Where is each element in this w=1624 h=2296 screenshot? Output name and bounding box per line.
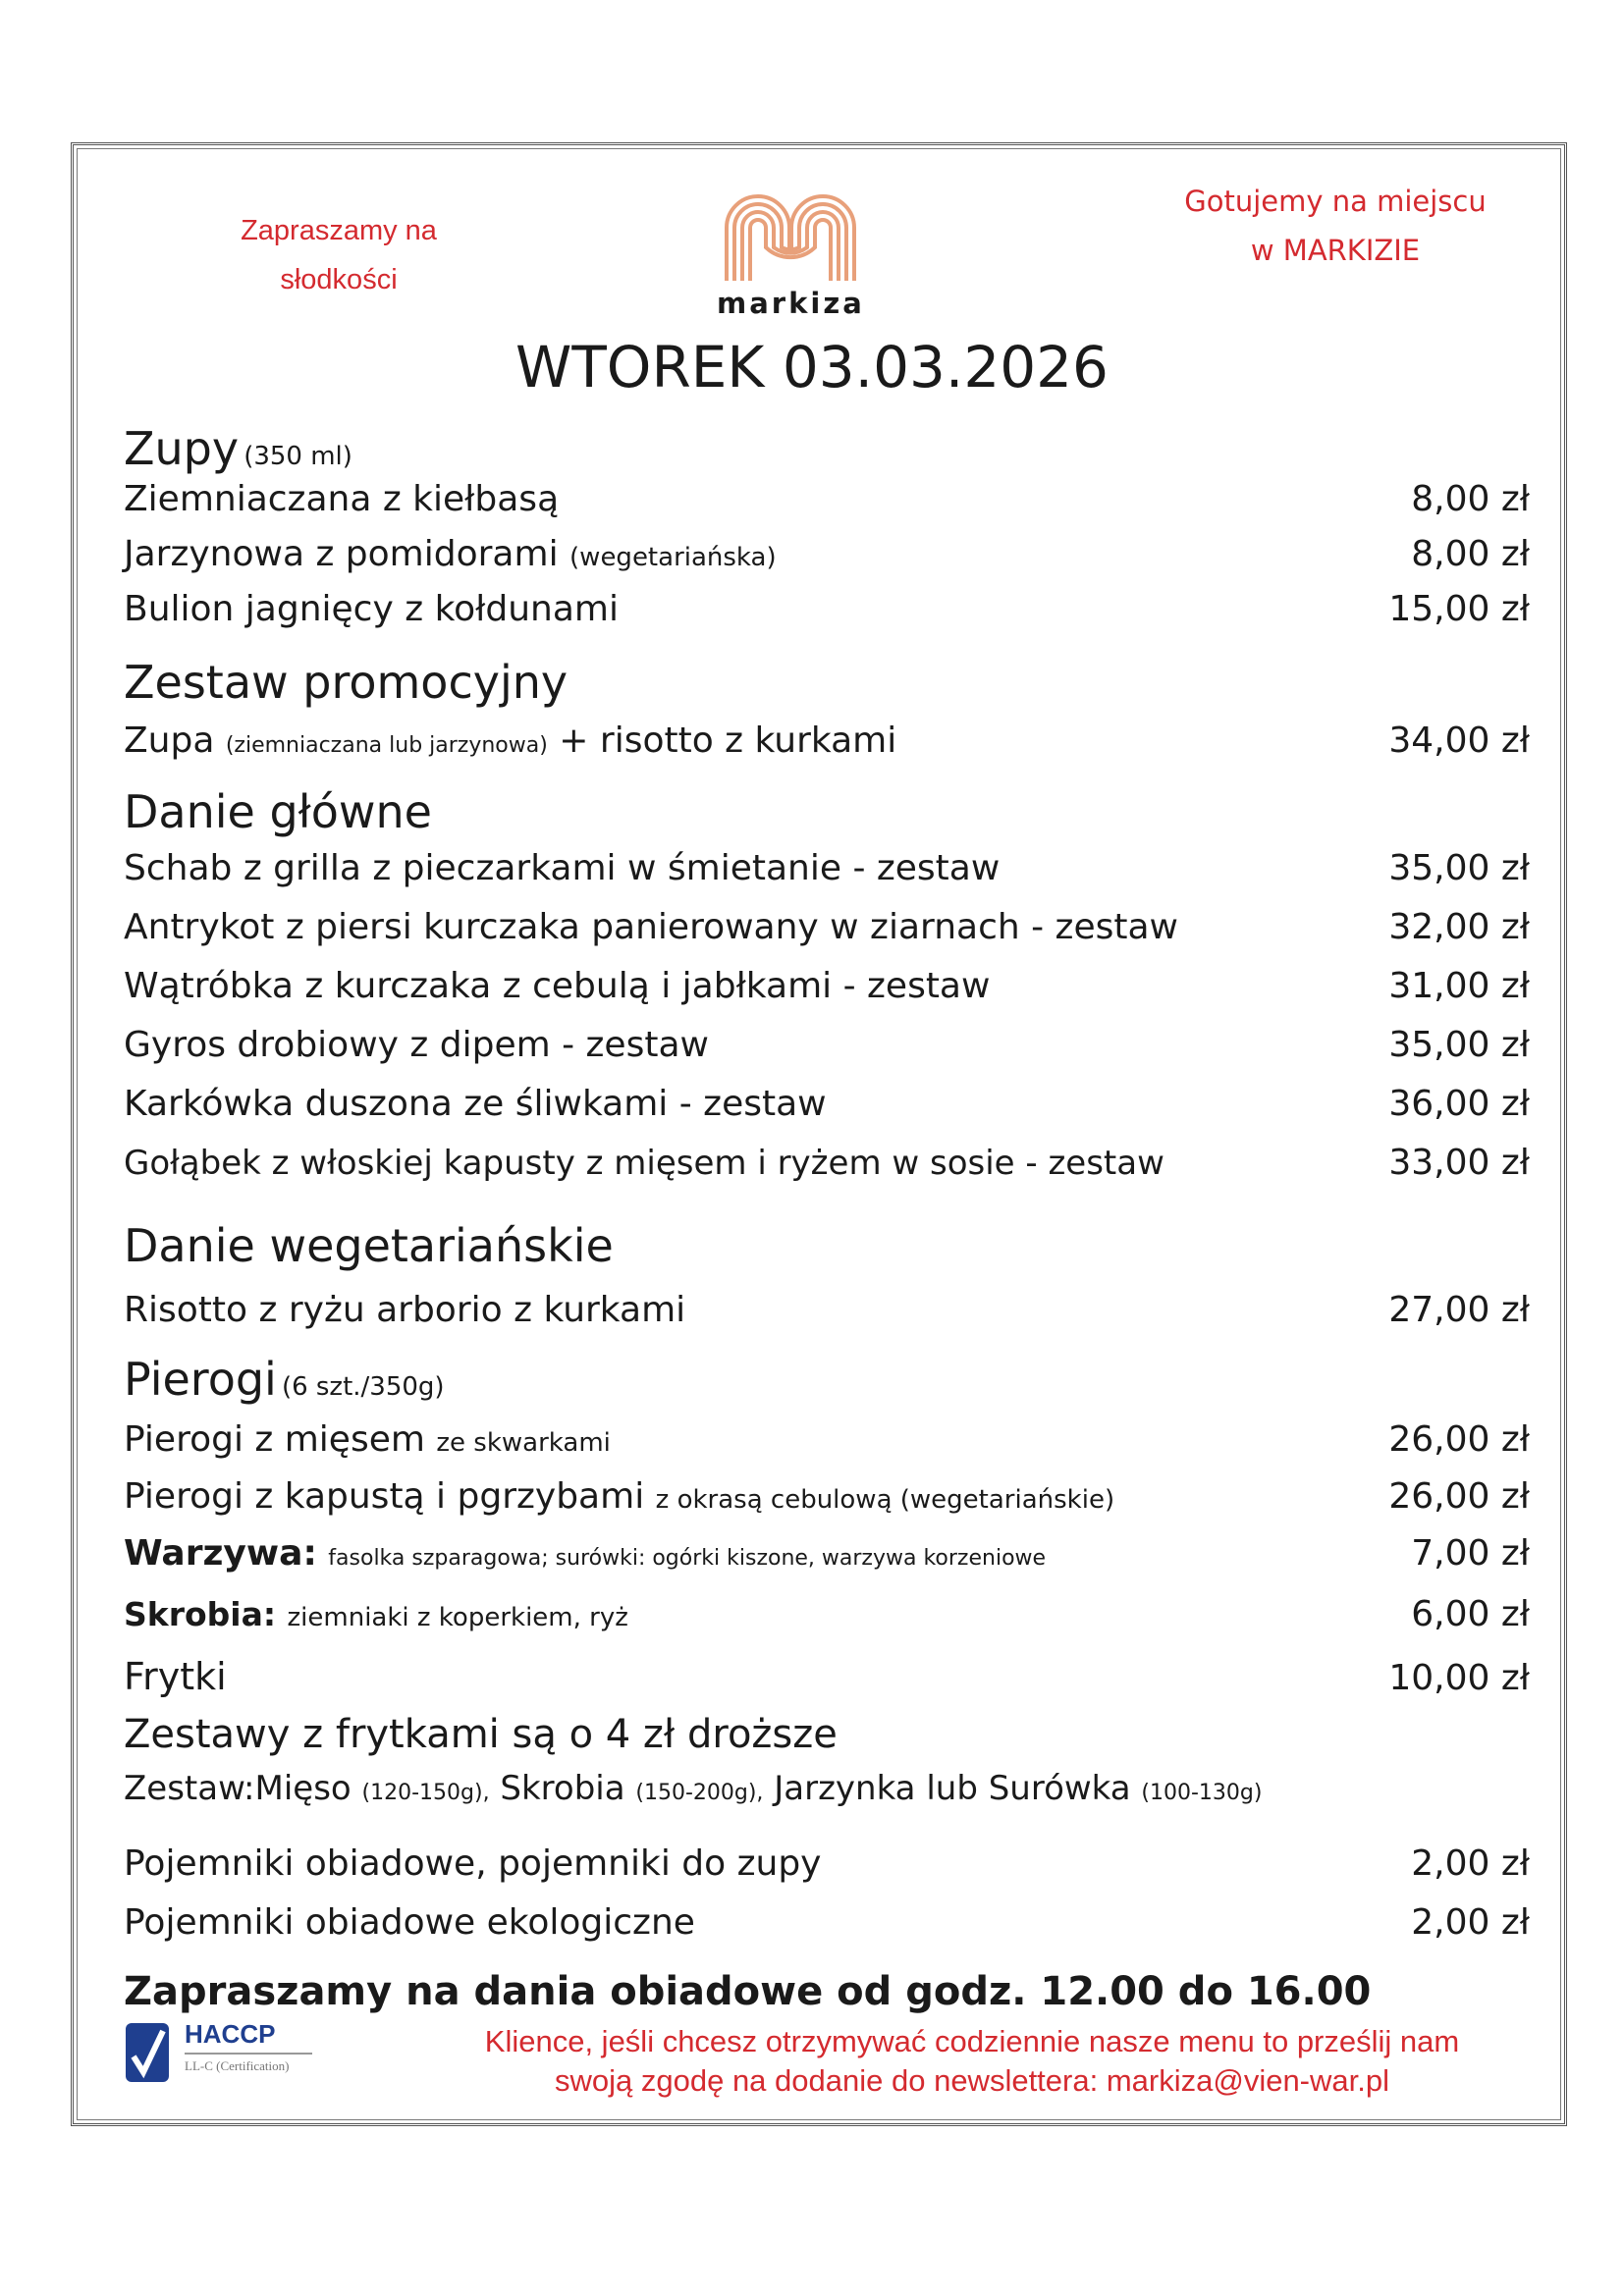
section-extras: [124, 1533, 1530, 1836]
item-name: Pojemniki obiadowe, pojemniki do zupy: [124, 1843, 822, 1884]
item-price: 32,00 zł: [1388, 907, 1530, 947]
item-note: ziemniaki z koperkiem, ryż: [287, 1603, 628, 1632]
item-name: Jarzynowa z pomidorami: [124, 534, 559, 574]
item-name: Bulion jagnięcy z kołdunami: [124, 589, 619, 629]
menu-item: [124, 966, 1530, 1025]
item-label: Warzywa:: [124, 1533, 317, 1574]
sweets-note-line1: Zapraszamy na: [241, 215, 437, 246]
item-price: 2,00 zł: [1411, 1902, 1530, 1943]
item-name: Gołąbek z włoskiej kapusty z mięsem i ryżem w sosie - zestaw: [124, 1144, 1164, 1183]
menu-item-vegetables: [124, 1533, 1530, 1594]
set-meat-note: (120-150g),: [361, 1781, 490, 1805]
cooking-note-line1: Gotujemy na miejscu: [1184, 185, 1487, 218]
item-name: Wątróbka z kurczaka z cebulą i jabłkami - zestaw: [124, 966, 991, 1006]
section-title: Zestaw promocyjny: [124, 656, 568, 709]
menu-item: [124, 721, 1530, 785]
item-price: 31,00 zł: [1388, 966, 1530, 1006]
item-price: 26,00 zł: [1388, 1419, 1530, 1460]
set-veg-note: (100-130g): [1141, 1781, 1263, 1805]
item-price: 35,00 zł: [1388, 1025, 1530, 1065]
section-title: Pierogi: [124, 1353, 277, 1406]
item-note: ze skwarkami: [436, 1428, 611, 1458]
markiza-logo: [717, 188, 864, 336]
item-price: 35,00 zł: [1388, 848, 1530, 888]
section-title: Danie wegetariańskie: [124, 1219, 614, 1272]
item-name: Pierogi z mięsem: [124, 1419, 425, 1460]
markiza-m-icon: [721, 188, 860, 283]
menu-item: [124, 1025, 1530, 1084]
fries-note-text: Zestawy z frytkami są o 4 zł droższe: [124, 1712, 838, 1757]
item-price: 33,00 zł: [1388, 1143, 1530, 1183]
item-name: Schab z grilla z pieczarkami w śmietanie - zestaw: [124, 848, 1001, 888]
page-title: WTOREK 03.03.2026: [515, 334, 1109, 400]
section-vegetarian: [124, 1219, 1530, 1353]
item-name: Pojemniki obiadowe ekologiczne: [124, 1902, 695, 1943]
item-price: 27,00 zł: [1388, 1290, 1530, 1330]
item-price: 2,00 zł: [1411, 1843, 1530, 1884]
set-starch-note: (150-200g),: [635, 1781, 764, 1805]
menu-item: [124, 1084, 1530, 1143]
item-note: (wegetariańska): [569, 543, 777, 572]
item-name: Pierogi z kapustą i pgrzybami: [124, 1476, 645, 1517]
item-price: 6,00 zł: [1411, 1594, 1530, 1634]
item-price: 8,00 zł: [1411, 534, 1530, 574]
menu-item: [124, 1143, 1530, 1201]
item-name: Karkówka duszona ze śliwkami - zestaw: [124, 1084, 827, 1124]
item-name: Zupa: [124, 721, 215, 761]
item-price: 36,00 zł: [1388, 1084, 1530, 1124]
haccp-check-icon: [124, 2021, 171, 2084]
section-note: (6 szt./350g): [281, 1372, 445, 1402]
item-note: fasolka szparagowa; surówki: ogórki kiszone, warzywa korzeniowe: [328, 1546, 1047, 1571]
item-name: Ziemniaczana z kiełbasą: [124, 479, 560, 519]
section-main-dishes: [124, 785, 1530, 1201]
haccp-subtitle: LL-C (Certification): [185, 2058, 290, 2073]
haccp-badge: [124, 2019, 320, 2088]
menu-item-starch: [124, 1594, 1530, 1655]
set-starch: Skrobia: [500, 1769, 625, 1808]
item-price: 8,00 zł: [1411, 479, 1530, 519]
section-pierogi: [124, 1353, 1530, 1533]
menu-item: [124, 1290, 1530, 1353]
item-label: Skrobia:: [124, 1595, 277, 1633]
item-name: Gyros drobiowy z dipem - zestaw: [124, 1025, 709, 1065]
menu-item: [124, 907, 1530, 966]
set-description: [124, 1769, 1530, 1836]
section-note: (350 ml): [244, 442, 352, 471]
item-name: Antrykot z piersi kurczaka panierowany w ziarnach - zestaw: [124, 907, 1178, 947]
newsletter-note: [393, 2022, 1551, 2101]
cooking-note: [1149, 177, 1522, 275]
menu-item: [124, 848, 1530, 907]
cooking-note-line2: w MARKIZIE: [1250, 234, 1421, 267]
item-label: Frytki: [124, 1655, 227, 1698]
menu-item: [124, 1476, 1530, 1533]
set-meat: Zestaw:Mięso: [124, 1769, 352, 1808]
haccp-title: HACCP: [185, 2019, 276, 2049]
section-promo: [124, 656, 1530, 785]
menu-item: [124, 1419, 1530, 1476]
menu-item: [124, 589, 1530, 644]
logo-text: markiza: [717, 287, 865, 320]
item-name: Risotto z ryżu arborio z kurkami: [124, 1290, 686, 1330]
menu-item: [124, 1843, 1530, 1902]
menu-item-fries: [124, 1655, 1530, 1712]
opening-hours: Zapraszamy na dania obiadowe od godz. 12.00 do 16.00: [124, 1969, 1372, 2014]
menu-content: [124, 412, 1530, 2028]
menu-item: [124, 479, 1530, 534]
set-veg: Jarzynka lub Surówka: [774, 1769, 1131, 1808]
item-price: 26,00 zł: [1388, 1476, 1530, 1517]
sweets-note-line2: słodkości: [280, 264, 398, 295]
item-price: 10,00 zł: [1388, 1658, 1530, 1698]
menu-item: [124, 534, 1530, 589]
item-note: (ziemniaczana lub jarzynowa): [225, 733, 548, 758]
newsletter-line2: swoją zgodę na dodanie do newslettera: markiza@vien-war.pl: [555, 2063, 1389, 2098]
item-price: 34,00 zł: [1388, 721, 1530, 761]
section-title: Danie główne: [124, 785, 432, 838]
newsletter-line1: Klience, jeśli chcesz otrzymywać codziennie nasze menu to prześlij nam: [484, 2024, 1460, 2058]
item-suffix: + risotto z kurkami: [559, 721, 897, 761]
section-title: Zupy: [124, 422, 240, 475]
item-price: 15,00 zł: [1388, 589, 1530, 629]
fries-note: [124, 1712, 1530, 1769]
item-price: 7,00 zł: [1411, 1533, 1530, 1574]
menu-item: [124, 1902, 1530, 1961]
item-note: z okrasą cebulową (wegetariańskie): [655, 1485, 1115, 1515]
section-zupy: [124, 422, 1530, 644]
sweets-note: [196, 206, 481, 304]
section-containers: [124, 1843, 1530, 1961]
